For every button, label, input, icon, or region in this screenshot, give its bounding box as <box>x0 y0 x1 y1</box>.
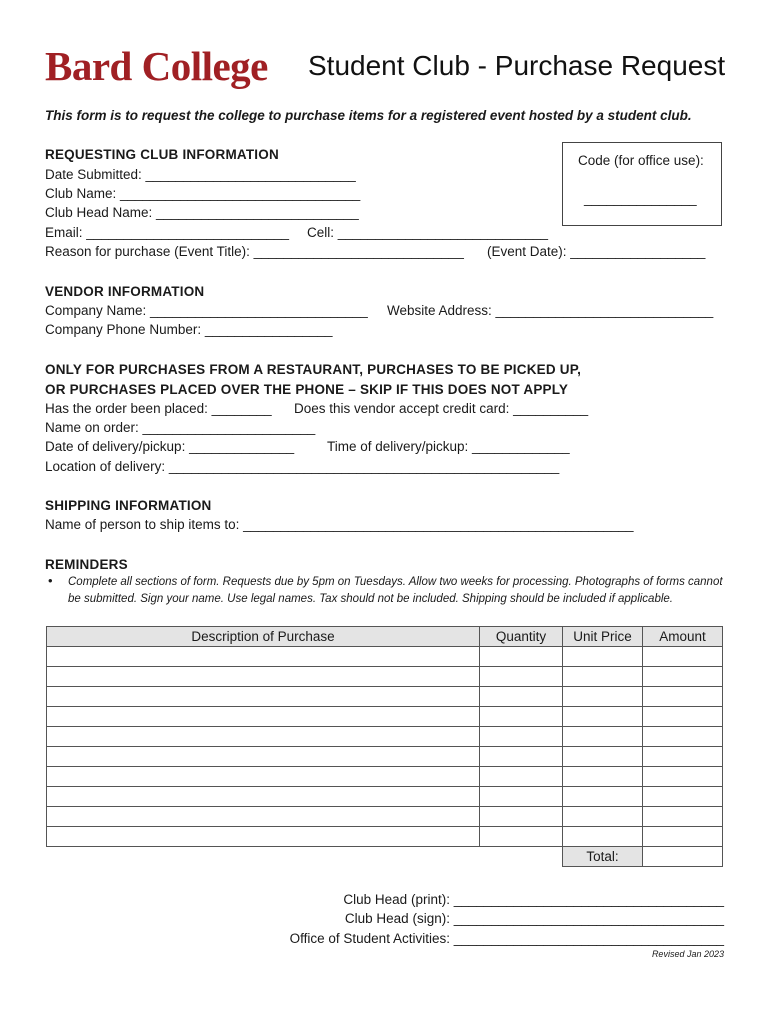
description-cell[interactable] <box>47 827 480 847</box>
quantity-cell[interactable] <box>480 787 563 807</box>
table-row[interactable] <box>47 747 723 767</box>
bullet-icon: • <box>48 573 53 588</box>
description-cell[interactable] <box>47 747 480 767</box>
total-row <box>47 847 723 867</box>
unit-price-cell[interactable] <box>563 727 643 747</box>
reminders-heading: REMINDERS <box>45 557 128 572</box>
quantity-cell[interactable] <box>480 807 563 827</box>
description-cell[interactable] <box>47 687 480 707</box>
name-on-order-field[interactable]: Name on order: _______________________ <box>45 420 316 435</box>
description-cell[interactable] <box>47 767 480 787</box>
accept-credit-field[interactable]: Does this vendor accept credit card: __________ <box>294 401 589 416</box>
restaurant-heading-line1: ONLY FOR PURCHASES FROM A RESTAURANT, PURCHASES TO BE PICKED UP, <box>45 362 582 377</box>
restaurant-heading-line2: OR PURCHASES PLACED OVER THE PHONE – SKIP IF THIS DOES NOT APPLY <box>45 382 569 397</box>
quantity-cell[interactable] <box>480 667 563 687</box>
unit-price-cell[interactable] <box>563 787 643 807</box>
company-name-field[interactable]: Company Name: _____________________________ <box>45 303 368 318</box>
quantity-cell[interactable] <box>480 647 563 667</box>
quantity-cell[interactable] <box>480 707 563 727</box>
date-submitted-field[interactable]: Date Submitted: ____________________________ <box>45 167 356 182</box>
table-row[interactable] <box>47 767 723 787</box>
quantity-cell[interactable] <box>480 727 563 747</box>
amount-cell[interactable] <box>643 707 723 727</box>
description-cell[interactable] <box>47 787 480 807</box>
bard-college-logo: Bard College <box>45 43 268 89</box>
description-cell[interactable] <box>47 667 480 687</box>
office-code-label: Code (for office use): <box>578 153 704 168</box>
revised-note: Revised Jan 2023 <box>651 949 724 959</box>
shipping-heading: SHIPPING INFORMATION <box>45 498 212 513</box>
unit-price-header: Unit Price <box>563 627 643 647</box>
total-label: Total: <box>563 847 643 867</box>
unit-price-cell[interactable] <box>563 747 643 767</box>
description-header: Description of Purchase <box>47 627 480 647</box>
intro-text: This form is to request the college to purchase items for a registered event hosted by a student club. <box>45 108 692 123</box>
event-date-field[interactable]: (Event Date): __________________ <box>487 244 706 259</box>
quantity-cell[interactable] <box>480 747 563 767</box>
amount-cell[interactable] <box>643 807 723 827</box>
table-row[interactable] <box>47 807 723 827</box>
cell-field[interactable]: Cell: ____________________________ <box>307 225 548 240</box>
quantity-cell[interactable] <box>480 767 563 787</box>
reminders-text <box>68 574 748 608</box>
ship-to-name-field[interactable]: Name of person to ship items to: ____________________________________________________ <box>45 517 634 532</box>
table-row[interactable] <box>47 787 723 807</box>
amount-header: Amount <box>643 627 723 647</box>
reminders-line-1: Complete all sections of form. Requests due by 5pm on Tuesdays. Allow two weeks for processing. Photographs of forms cannot <box>68 576 723 588</box>
table-row[interactable] <box>47 667 723 687</box>
unit-price-cell[interactable] <box>563 767 643 787</box>
unit-price-cell[interactable] <box>563 807 643 827</box>
amount-cell[interactable] <box>643 647 723 667</box>
amount-cell[interactable] <box>643 687 723 707</box>
amount-cell[interactable] <box>643 747 723 767</box>
company-phone-field[interactable]: Company Phone Number: _________________ <box>45 322 333 337</box>
purchase-items-table <box>46 626 723 867</box>
club-head-sign-field[interactable]: Club Head (sign): ____________________________________ <box>344 911 724 926</box>
table-row[interactable] <box>47 707 723 727</box>
reminders-line-2: be submitted. Sign your name. Use legal names. Tax should not be included. Shipping should be included if applicable. <box>68 593 673 605</box>
reason-field[interactable]: Reason for purchase (Event Title): ____________________________ <box>45 244 464 259</box>
description-cell[interactable] <box>47 727 480 747</box>
description-cell[interactable] <box>47 807 480 827</box>
quantity-header: Quantity <box>480 627 563 647</box>
order-placed-field[interactable]: Has the order been placed: ________ <box>45 401 272 416</box>
total-amount-cell[interactable] <box>643 847 723 867</box>
table-header-row <box>47 627 723 647</box>
table-row[interactable] <box>47 647 723 667</box>
unit-price-cell[interactable] <box>563 687 643 707</box>
unit-price-cell[interactable] <box>563 647 643 667</box>
club-head-print-field[interactable]: Club Head (print): ____________________________________ <box>343 892 724 907</box>
quantity-cell[interactable] <box>480 687 563 707</box>
amount-cell[interactable] <box>643 667 723 687</box>
time-delivery-field[interactable]: Time of delivery/pickup: _____________ <box>327 439 570 454</box>
club-info-heading: REQUESTING CLUB INFORMATION <box>45 147 279 162</box>
club-head-name-field[interactable]: Club Head Name: ___________________________ <box>45 205 359 220</box>
amount-cell[interactable] <box>643 767 723 787</box>
office-student-activities-field[interactable]: Office of Student Activities: ____________________________________ <box>289 931 724 946</box>
office-code-box <box>562 142 722 226</box>
amount-cell[interactable] <box>643 727 723 747</box>
office-code-field[interactable]: _______________ <box>584 191 697 206</box>
email-field[interactable]: Email: ___________________________ <box>45 225 289 240</box>
amount-cell[interactable] <box>643 787 723 807</box>
description-cell[interactable] <box>47 707 480 727</box>
amount-cell[interactable] <box>643 827 723 847</box>
vendor-info-heading: VENDOR INFORMATION <box>45 284 205 299</box>
description-cell[interactable] <box>47 647 480 667</box>
date-delivery-field[interactable]: Date of delivery/pickup: ______________ <box>45 439 295 454</box>
unit-price-cell[interactable] <box>563 707 643 727</box>
table-row[interactable] <box>47 687 723 707</box>
quantity-cell[interactable] <box>480 827 563 847</box>
unit-price-cell[interactable] <box>563 667 643 687</box>
location-delivery-field[interactable]: Location of delivery: ____________________________________________________ <box>45 459 560 474</box>
club-name-field[interactable]: Club Name: ________________________________ <box>45 186 361 201</box>
table-row[interactable] <box>47 827 723 847</box>
unit-price-cell[interactable] <box>563 827 643 847</box>
page-title: Student Club - Purchase Request <box>308 50 726 81</box>
website-field[interactable]: Website Address: _____________________________ <box>387 303 714 318</box>
table-row[interactable] <box>47 727 723 747</box>
